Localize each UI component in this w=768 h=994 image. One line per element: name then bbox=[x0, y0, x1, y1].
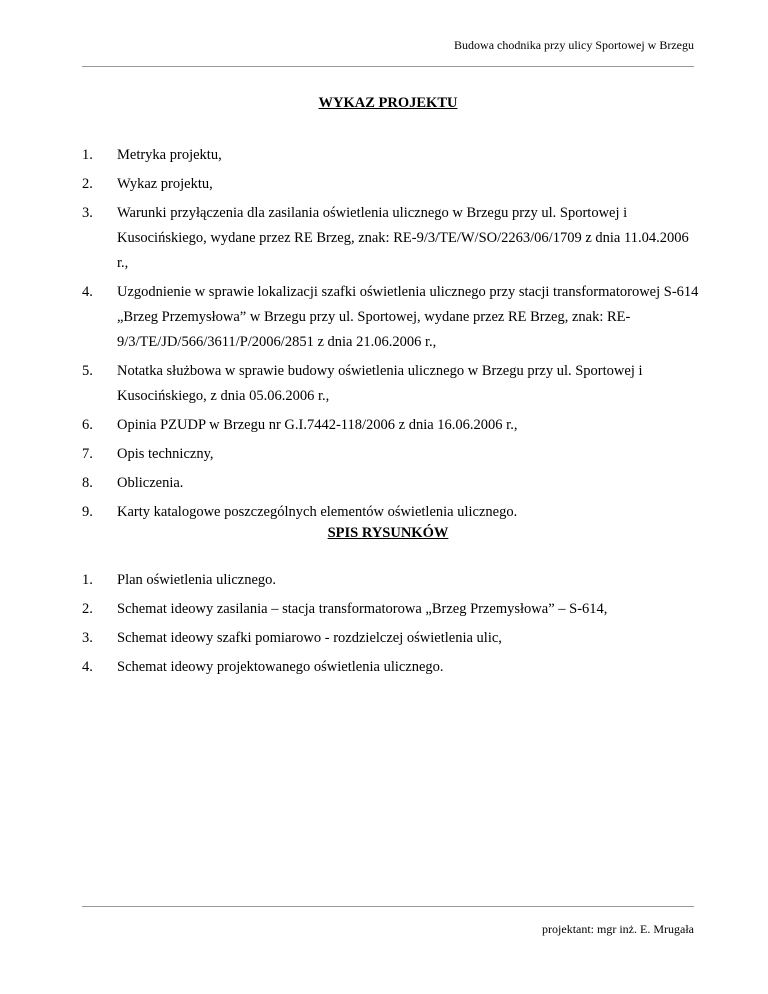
list-item-text: Uzgodnienie w sprawie lokalizacji szafki oświetlenia ulicznego przy stacji transformatorowej S-614 „Brzeg Przemysłowa” w Brzegu przy ul. Sportowej, wydane przez RE Brzeg, znak: RE-9/3/TE/JD/566/3611/P/2006/2851 z dnia 21.06.2006 r., bbox=[117, 284, 699, 350]
list-item-number: 1. bbox=[82, 572, 93, 588]
list-item-number: 9. bbox=[82, 504, 93, 520]
list-item bbox=[82, 413, 702, 438]
list-item bbox=[82, 172, 702, 197]
section-title-spis-rysunkow: SPIS RYSUNKÓW bbox=[327, 525, 449, 541]
list-item bbox=[82, 500, 702, 525]
list-item-text: Opis techniczny, bbox=[117, 446, 214, 462]
project-contents-list bbox=[82, 143, 702, 529]
list-item bbox=[82, 280, 702, 355]
list-item bbox=[82, 471, 702, 496]
list-item-text: Opinia PZUDP w Brzegu nr G.I.7442-118/2006 z dnia 16.06.2006 r., bbox=[117, 417, 518, 433]
list-item-number: 7. bbox=[82, 446, 93, 462]
list-item bbox=[82, 359, 702, 409]
page-header: Budowa chodnika przy ulicy Sportowej w Brzegu bbox=[454, 38, 694, 52]
list-item bbox=[82, 655, 702, 680]
list-item-number: 3. bbox=[82, 205, 93, 221]
list-item bbox=[82, 626, 702, 651]
list-item-number: 8. bbox=[82, 475, 93, 491]
footer-divider bbox=[82, 906, 694, 907]
list-item-text: Obliczenia. bbox=[117, 475, 184, 491]
list-item-number: 4. bbox=[82, 284, 93, 300]
list-item bbox=[82, 442, 702, 467]
list-item-number: 1. bbox=[82, 147, 93, 163]
list-item-text: Warunki przyłączenia dla zasilania oświetlenia ulicznego w Brzegu przy ul. Sportowej i Kusocińskiego, wydane przez RE Brzeg, znak: RE-9/3/TE/W/SO/2263/06/1709 z dnia 11.04.2006 r., bbox=[117, 205, 689, 271]
list-item-text: Wykaz projektu, bbox=[117, 176, 213, 192]
list-item-text: Schemat ideowy projektowanego oświetlenia ulicznego. bbox=[117, 659, 444, 675]
list-item bbox=[82, 201, 702, 276]
list-item bbox=[82, 568, 702, 593]
list-item-text: Schemat ideowy zasilania – stacja transformatorowa „Brzeg Przemysłowa” – S-614, bbox=[117, 601, 608, 617]
header-divider bbox=[82, 66, 694, 67]
list-item-number: 6. bbox=[82, 417, 93, 433]
list-item bbox=[82, 143, 702, 168]
list-item-number: 5. bbox=[82, 363, 93, 379]
list-item-number: 2. bbox=[82, 601, 93, 617]
list-item bbox=[82, 597, 702, 622]
list-item-text: Notatka służbowa w sprawie budowy oświetlenia ulicznego w Brzegu przy ul. Sportowej i Kusocińskiego, z dnia 05.06.2006 r., bbox=[117, 363, 643, 404]
list-item-text: Karty katalogowe poszczególnych elementów oświetlenia ulicznego. bbox=[117, 504, 518, 520]
section-title-wykaz-projektu: WYKAZ PROJEKTU bbox=[318, 95, 458, 111]
page-footer: projektant: mgr inż. E. Mrugała bbox=[542, 922, 694, 936]
list-item-text: Schemat ideowy szafki pomiarowo - rozdzielczej oświetlenia ulic, bbox=[117, 630, 502, 646]
list-item-number: 3. bbox=[82, 630, 93, 646]
list-item-text: Plan oświetlenia ulicznego. bbox=[117, 572, 277, 588]
list-item-number: 2. bbox=[82, 176, 93, 192]
list-item-number: 4. bbox=[82, 659, 93, 675]
list-item-text: Metryka projektu, bbox=[117, 147, 222, 163]
drawings-list bbox=[82, 568, 702, 684]
